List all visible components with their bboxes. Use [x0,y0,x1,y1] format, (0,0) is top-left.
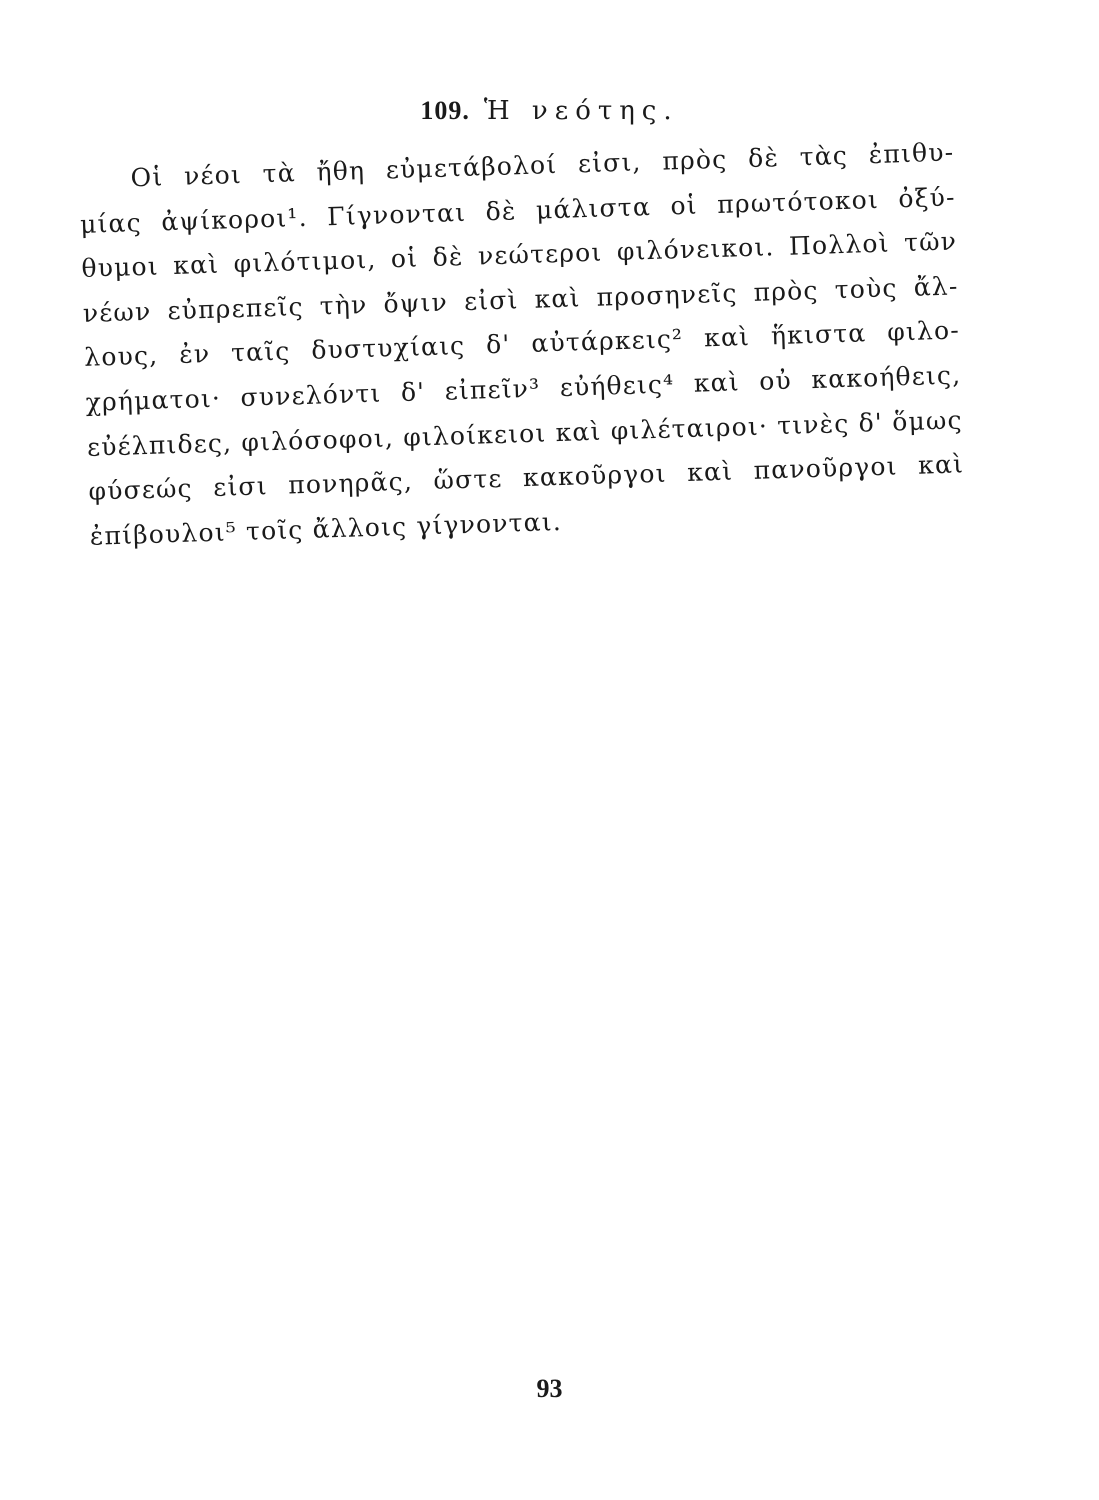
text-line: εὐέλπιδες, φιλόσοφοι, φιλοίκειοι καὶ φιλέταιροι· τινὲς δ' ὅμως [86,404,964,462]
text-line: φύσεώς εἰσι πονηρᾶς, ὥστε κακοῦργοι καὶ πανοῦργοι καὶ [88,449,965,506]
text-line: θυμοι καὶ φιλότιμοι, οἱ δὲ νεώτεροι φιλόνεικοι. Πολλοὶ τῶν [81,226,958,284]
section-title: Ἡ νεότης. [483,96,679,126]
text-line: λους, ἐν ταῖς δυστυχίαις δ' αὐτάρκεις² καὶ ἥκιστα φιλο- [83,315,961,373]
text-line: μίας ἀψίκοροι¹. Γίγνονται δὲ μάλιστα οἱ πρωτότοκοι ὀξύ- [79,182,957,239]
section-number: 109. [420,96,470,125]
text-line: Οἱ νέοι τὰ ἤθη εὐμετάβολοί εἰσι, πρὸς δὲ τὰς ἐπιθυ- [130,137,955,193]
paragraph [78,130,966,559]
text-line: χρήματοι· συνελόντι δ' εἰπεῖν³ εὐήθεις⁴ καὶ οὐ κακοήθεις, [85,360,962,417]
text-line: ἐπίβουλοι⁵ τοῖς ἄλλοις γίγνονται. [89,506,563,551]
text-line: νέων εὐπρεπεῖς τὴν ὄψιν εἰσὶ καὶ προσηνεῖς πρὸς τοὺς ἄλ- [82,271,959,328]
page-number: 93 [536,1374,563,1403]
section-heading [0,96,1099,126]
